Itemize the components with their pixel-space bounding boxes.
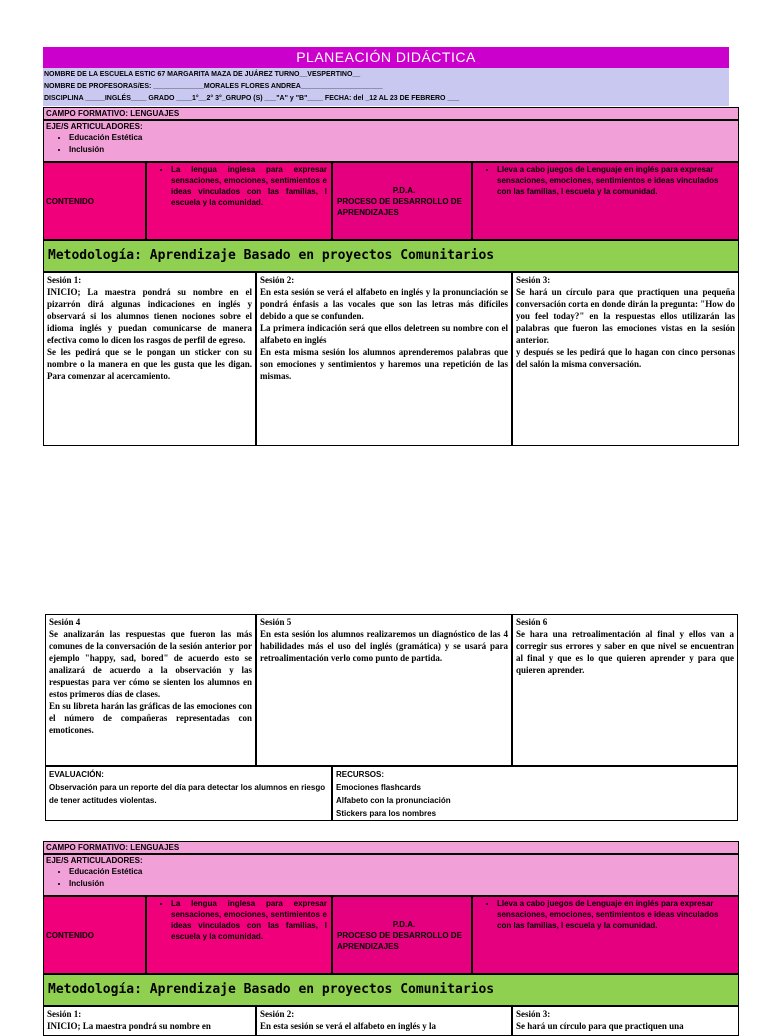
pda-label-cell <box>332 896 472 974</box>
session-cell <box>45 614 256 766</box>
session-cell <box>43 272 256 446</box>
session-text: INICIO; La maestra pondrá su nombre en el pizarrón dirá algunas indicaciones en inglés y observará si los alumnos tienen nociones sobre el idioma inglés y puedan comunicarse de manera efectiva como lo dicen los rasgos de perfil de egreso. Se les pedirá que se le pongan un sticker con su nombre o la manera en que les gusta que les digan. Para comenzar al acercamiento. <box>47 287 252 381</box>
contenido-text: • La lengua inglesa para expresar sensaciones, emociones, sentimientos e ideas vinculados con las familias, l escuela y la comunidad. <box>171 164 327 208</box>
session-title: Sesión 1: <box>47 275 82 285</box>
contenido-label-cell <box>43 896 146 974</box>
contenido-label: CONTENIDO <box>46 930 94 940</box>
recurso-item: Emociones flashcards <box>336 783 421 792</box>
pda-label: P.D.A. <box>392 919 416 929</box>
recurso-item: Alfabeto con la pronunciación <box>336 796 451 805</box>
discipline-line: DISCIPLINA _____INGLÉS____ GRADO ____1°__2° 3°_GRUPO (S) ___"A" y "B"____ FECHA: del _12 AL 23 DE FEBRERO ___ <box>44 95 460 102</box>
eje-item: • Inclusión <box>69 144 738 156</box>
recursos-title: RECURSOS: <box>336 770 385 779</box>
session-cell <box>512 1006 739 1036</box>
session-cell <box>256 1006 512 1036</box>
school-line: NOMBRE DE LA ESCUELA ESTIC 67 MARGARITA MAZA DE JUÁREZ TURNO__VESPERTINO__ <box>44 71 361 78</box>
session-cell <box>256 272 512 446</box>
session-title: Sesión 4 <box>49 617 81 627</box>
session-text: Se hará un círculo para que practiquen una <box>516 1021 684 1031</box>
school-header <box>43 68 729 106</box>
eje-item: • Inclusión <box>69 878 738 890</box>
document-title: PLANEACIÓN DIDÁCTICA <box>43 47 729 68</box>
session-text: En esta sesión se verá el alfabeto en inglés y la <box>260 1021 436 1031</box>
metodologia-bar: Metodología: Aprendizaje Basado en proyectos Comunitarios <box>43 240 739 272</box>
session-title: Sesión 3: <box>516 1009 551 1019</box>
contenido-cell <box>146 162 332 240</box>
campo-label: CAMPO FORMATIVO: LENGUAJES <box>46 109 180 118</box>
contenido-cell <box>146 896 332 974</box>
pda-label: P.D.A. <box>392 185 416 195</box>
session-title: Sesión 5 <box>260 617 292 627</box>
session-text: Se hara una retroalimentación al final y ellos van a corregir sus errores y saber en que nivel se encuentran al final y que es lo que quieren aprender y para que quieren aprender. <box>516 629 734 675</box>
eje-item: • Educación Estética <box>69 866 738 878</box>
session-title: Sesión 2: <box>260 275 295 285</box>
session-title: Sesión 3: <box>516 275 551 285</box>
session-cell <box>43 1006 256 1036</box>
eje-item: • Educación Estética <box>69 132 738 144</box>
pda-text: • Lleva a cabo juegos de Lenguaje en inglés para expresar sensaciones, emociones, sentimientos e ideas vinculados con las familias, l escuela y la comunidad. <box>497 164 734 197</box>
session-text: INICIO; La maestra pondrá su nombre en <box>47 1021 211 1031</box>
contenido-text: • La lengua inglesa para expresar sensaciones, emociones, sentimientos e ideas vinculados con las familias, l escuela y la comunidad. <box>171 898 327 942</box>
contenido-label-cell <box>43 162 146 240</box>
campo-formativo <box>43 107 739 120</box>
pda-cell <box>472 162 739 240</box>
session-text: Se analizarán las respuestas que fueron las más comunes de la conversación de la sesión anterior por ejemplo "happy, sad, bored" de acuerdo esto se analizará de acuerdo a la observación y las respuestas para ver cómo se sienten los alumnos en estos primeros días de clases. En su libreta harán las gráficas de las emociones con el número de compañeras representadas con emoticones. <box>49 629 252 735</box>
session-cell <box>256 614 512 766</box>
evaluacion-text: Observación para un reporte del día para detectar los alumnos en riesgo de tener actitudes violentas. <box>49 783 326 805</box>
session-text: En esta sesión los alumnos realizaremos un diagnóstico de las 4 habilidades más el uso del inglés (gramática) y se usará para retroalimentación verlo como punto de partida. <box>260 629 508 663</box>
ejes-section <box>43 120 739 162</box>
pda-cell <box>472 896 739 974</box>
session-title: Sesión 1: <box>47 1009 82 1019</box>
contenido-label: CONTENIDO <box>46 196 94 206</box>
session-cell <box>512 272 739 446</box>
session-cell <box>512 614 738 766</box>
ejes-section <box>43 854 739 896</box>
pda-sublabel: PROCESO DE DESARROLLO DE APRENDIZAJES <box>337 930 462 951</box>
campo-label: CAMPO FORMATIVO: LENGUAJES <box>46 843 180 852</box>
recursos-cell <box>332 766 738 821</box>
session-title: Sesión 6 <box>516 617 548 627</box>
pda-text: • Lleva a cabo juegos de Lenguaje en inglés para expresar sensaciones, emociones, sentimientos e ideas vinculados con las familias, l escuela y la comunidad. <box>497 898 734 931</box>
session-title: Sesión 2: <box>260 1009 295 1019</box>
metodologia-bar: Metodología: Aprendizaje Basado en proyectos Comunitarios <box>43 974 739 1006</box>
evaluacion-title: EVALUACIÓN: <box>49 770 104 779</box>
pda-label-cell <box>332 162 472 240</box>
teacher-line: NOMBRE DE PROFESORAS/ES: _____________MORALES FLORES ANDREA_____________________ <box>44 83 383 90</box>
session-text: En esta sesión se verá el alfabeto en inglés y la pronunciación se pondrá énfasis a las vocales que son las letras más difíciles debido a que se confunden. La primera indicación será que ellos deletreen su nombre con el alfabeto en inglés En esta misma sesión los alumnos aprenderemos palabras que son emociones y sentimientos y haremos una repetición de las mismas. <box>260 287 508 381</box>
evaluacion-cell <box>45 766 332 821</box>
ejes-title: EJE/S ARTICULADORES: <box>46 856 143 865</box>
session-text: Se hará un círculo para que practiquen una pequeña conversación corta en donde dirán la pregunta: "How do you feel today?" en la respuestas ellos utilizarán las palabras que fueron las emociones vistas en la sesión anterior. y después se les pedirá que lo hagan con cinco personas del salón la misma conversación. <box>516 287 735 369</box>
ejes-title: EJE/S ARTICULADORES: <box>46 122 143 131</box>
recurso-item: Stickers para los nombres <box>336 809 437 818</box>
pda-sublabel: PROCESO DE DESARROLLO DE APRENDIZAJES <box>337 196 462 217</box>
campo-formativo <box>43 841 739 854</box>
